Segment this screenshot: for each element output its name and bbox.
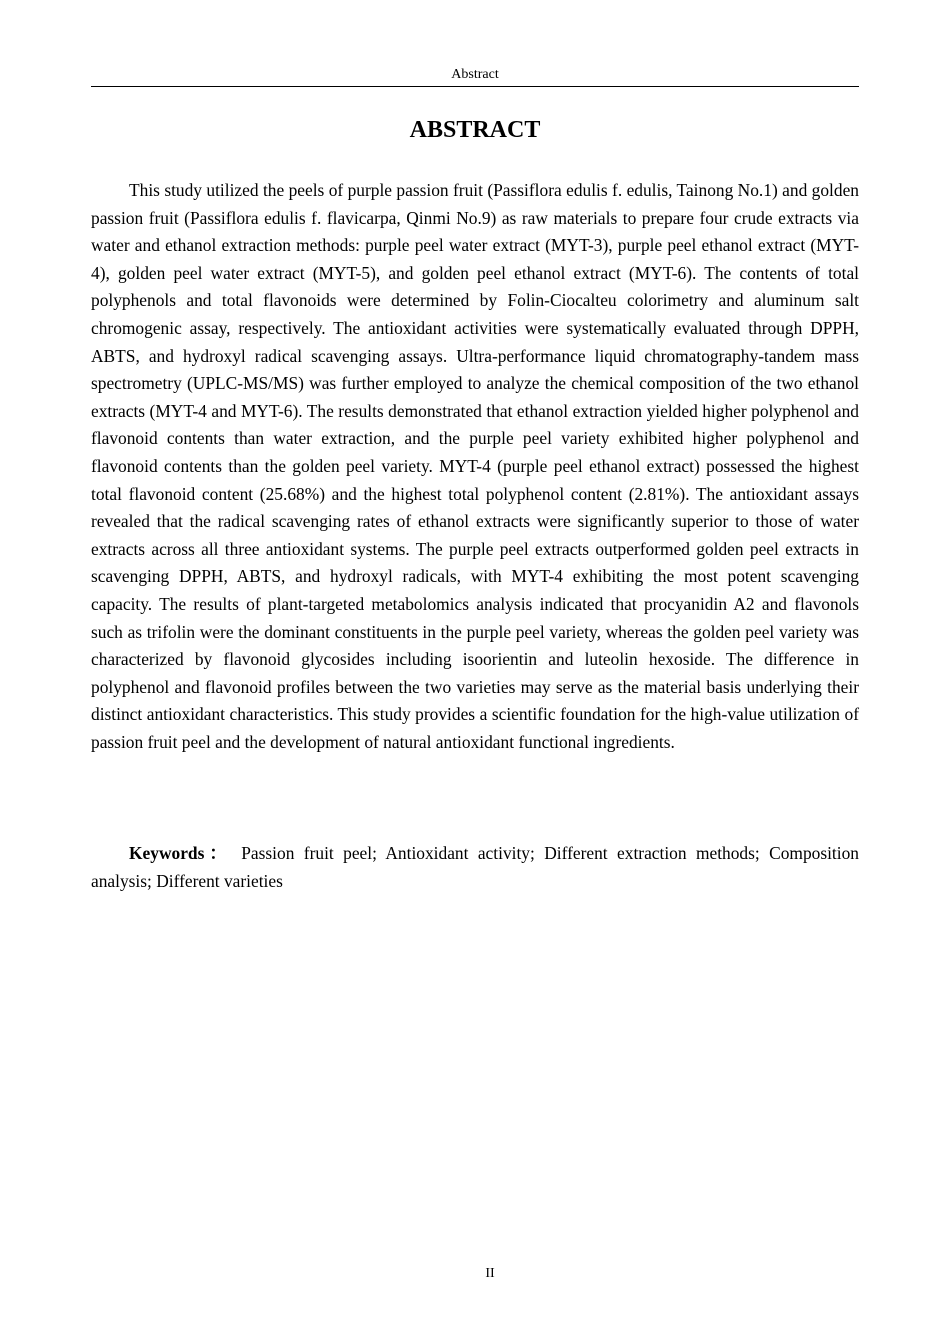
keywords-text: Passion fruit peel; Antioxidant activity; Different extraction methods; Composition analysis; Different varieties (91, 843, 859, 891)
page-title: ABSTRACT (409, 117, 541, 143)
running-header: Abstract (451, 67, 499, 82)
keywords-label: Keywords： (129, 843, 232, 863)
abstract-paragraph: This study utilized the peels of purple passion fruit (Passiflora edulis f. edulis, Tainong No.1) and golden passion fruit (Passiflora edulis f. flavicarpa, Qinmi No.9) as raw materials to prepare four crude extracts via water and ethanol extraction methods: purple peel water extract (MYT-3), purple peel ethanol extract (MYT-4), golden peel water extract (MYT-5), and golden peel ethanol extract (MYT-6). The contents of total polyphenols and total flavonoids were determined by Folin-Ciocalteu colorimetry and aluminum salt chromogenic assay, respectively. The antioxidant activities were systematically evaluated through DPPH, ABTS, and hydroxyl radical scavenging assays. Ultra-performance liquid chromatography-tandem mass spectrometry (UPLC-MS/MS) was further employed to analyze the chemical composition of the two ethanol extracts (MYT-4 and MYT-6). The results demonstrated that ethanol extraction yielded higher polyphenol and flavonoid contents than water extraction, and the purple peel variety exhibited higher polyphenol and flavonoid contents than the golden peel variety. MYT-4 (purple peel ethanol extract) possessed the highest total flavonoid content (25.68%) and the highest total polyphenol content (2.81%). The antioxidant assays revealed that the radical scavenging rates of ethanol extracts were significantly superior to those of water extracts across all three antioxidant systems. The purple peel extracts outperformed golden peel extracts in scavenging DPPH, ABTS, and hydroxyl radicals, with MYT-4 exhibiting the most potent scavenging capacity. The results of plant-targeted metabolomics analysis indicated that procyanidin A2 and flavonols such as trifolin were the dominant constituents in the purple peel variety, whereas the golden peel variety was characterized by flavonoid glycosides including isoorientin and luteolin hexoside. The difference in polyphenol and flavonoid profiles between the two varieties may serve as the material basis underlying their distinct antioxidant characteristics. This study provides a scientific foundation for the high-value utilization of passion fruit peel and the development of natural antioxidant functional ingredients. (91, 180, 859, 752)
keywords-paragraph (91, 839, 859, 895)
page-number: II (485, 1266, 495, 1281)
header-divider (91, 86, 859, 87)
